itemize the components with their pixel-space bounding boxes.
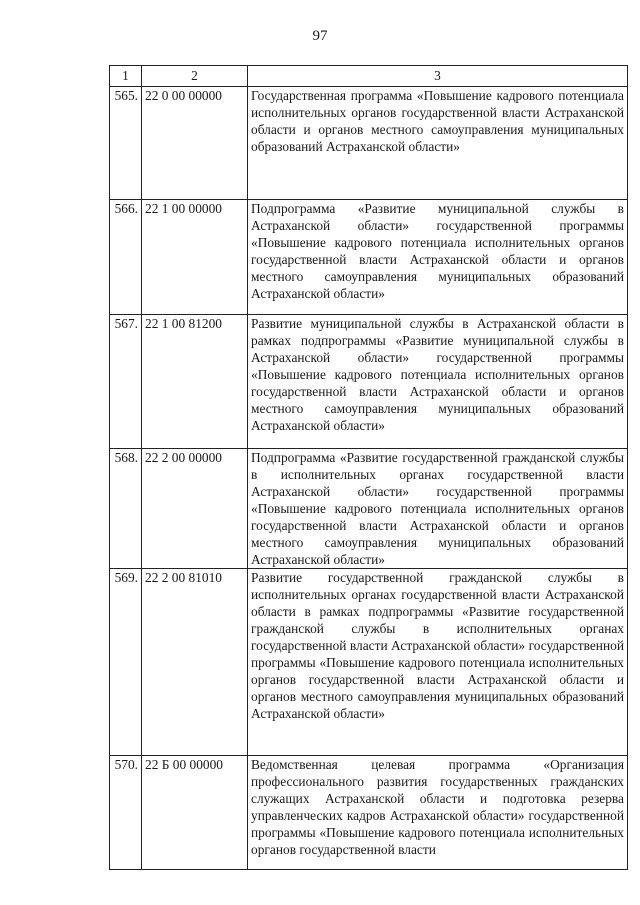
row-number: 566.: [110, 200, 142, 315]
row-number: 565.: [110, 87, 142, 200]
table-row: [110, 756, 628, 870]
document-table: [109, 65, 628, 870]
row-code: 22 2 00 81010: [142, 569, 248, 756]
table-header-row: [110, 66, 628, 87]
row-number: 567.: [110, 315, 142, 449]
row-description: Государственная программа «Повышение кадрового потенциала исполнительных органов государственной власти Астраханской области и органов местного самоуправления муниципальных образований Астраханской области»: [248, 87, 628, 200]
row-code: 22 Б 00 00000: [142, 756, 248, 870]
page-number: 97: [312, 28, 328, 44]
table-row: [110, 87, 628, 200]
row-number: 569.: [110, 569, 142, 756]
column-header-1: 1: [110, 66, 142, 87]
row-code: 22 2 00 00000: [142, 449, 248, 569]
row-description: Развитие государственной гражданской службы в исполнительных органах государственной власти Астраханской области в рамках подпрограммы «Развитие государственной гражданской службы в исполнительных органах государственной власти Астраханской области» государственной программы «Повышение кадрового потенциала исполнительных органов государственной власти Астраханской области и органов местного самоуправления муниципальных образований Астраханской области»: [248, 569, 628, 756]
table-row: [110, 315, 628, 449]
row-code: 22 1 00 81200: [142, 315, 248, 449]
column-header-2: 2: [142, 66, 248, 87]
table-row: [110, 569, 628, 756]
column-header-3: 3: [248, 66, 628, 87]
table-row: [110, 449, 628, 569]
row-code: 22 0 00 00000: [142, 87, 248, 200]
row-code: 22 1 00 00000: [142, 200, 248, 315]
row-number: 568.: [110, 449, 142, 569]
table-row: [110, 200, 628, 315]
row-description: Подпрограмма «Развитие муниципальной службы в Астраханской области» государственной программы «Повышение кадрового потенциала исполнительных органов государственной власти Астраханской области и органов местного самоуправления муниципальных образований Астраханской области»: [248, 200, 628, 315]
row-description: Подпрограмма «Развитие государственной гражданской службы в исполнительных органах государственной власти Астраханской области» государственной программы «Повышение кадрового потенциала исполнительных органов государственной власти Астраханской области и органов местного самоуправления муниципальных образований Астраханской области»: [248, 449, 628, 569]
row-number: 570.: [110, 756, 142, 870]
row-description: Развитие муниципальной службы в Астраханской области в рамках подпрограммы «Развитие муниципальной службы в Астраханской области» государственной программы «Повышение кадрового потенциала исполнительных органов государственной власти Астраханской области и органов местного самоуправления муниципальных образований Астраханской области»: [248, 315, 628, 449]
row-description: Ведомственная целевая программа «Организация профессионального развития государственных гражданских служащих Астраханской области и подготовка резерва управленческих кадров Астраханской области» государственной программы «Повышение кадрового потенциала исполнительных органов государственной власти: [248, 756, 628, 870]
